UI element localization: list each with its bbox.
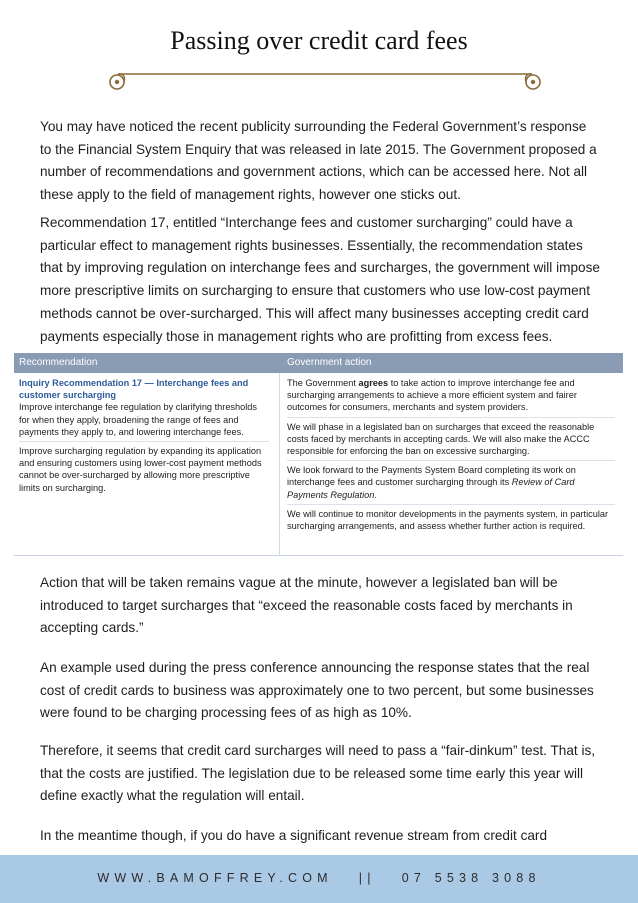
action-cell	[287, 464, 615, 505]
paragraph-recommendation-17: Recommendation 17, entitled “Interchange fees and customer surcharging” could have a particular effect to management rights businesses. Essentially, the recommendation states that by improving regulation on interchange fees and surcharges, the government will impose more prescriptive limits on surcharging to ensure that customers who use low-cost payment methods cannot be over-surcharged. This will affect many businesses accepting credit card payments especially those in management rights who are profitting from excess fees.	[40, 215, 600, 344]
action-cell	[287, 377, 615, 418]
swirl-left-icon	[110, 74, 125, 89]
action-cell	[287, 421, 615, 462]
footer-phone: 07 5538 3088	[401, 871, 541, 885]
recommendation-column	[19, 377, 269, 500]
action-1-text-rest: to take action to improve interchange fee and surcharging arrangements to achieve a more efficient system and fairer outcomes for consumers, merchants and system providers.	[287, 378, 577, 413]
government-action-column	[287, 377, 615, 538]
page-title: Passing over credit card fees	[170, 26, 468, 55]
recommendation-text-2: Improve surcharging regulation by expanding its application and ensuring customers using lower-cost payment methods cannot be over-surcharged by allowing more prescriptive limits on surcharging.	[19, 446, 262, 493]
header-recommendation: Recommendation	[19, 357, 98, 368]
paragraph-example: An example used during the press conference announcing the response states that the real cost of credit cards to business was approximately one to two percent, but some businesses were found to be charging processing fees of as high as 10%.	[40, 660, 594, 721]
column-divider	[279, 373, 280, 555]
ornament-divider	[100, 64, 550, 94]
recommendation-cell	[19, 377, 269, 442]
action-4-text: We will continue to monitor developments in the payments system, in particular surcharging arrangements, and assess whether further action is required.	[287, 508, 609, 532]
recommendation-table	[14, 353, 623, 556]
paragraph-therefore: Therefore, it seems that credit card surcharges will need to pass a “fair-dinkum” test. That is, that the costs are justified. The legislation due to be released some time early this year will define exactly what the regulation will entail.	[40, 743, 596, 804]
recommendation-title: Inquiry Recommendation 17 — Interchange fees and customer surcharging	[19, 378, 249, 401]
action-3-text: We look forward to the Payments System Board completing its work on interchange fees and customer surcharging through its	[287, 465, 576, 488]
action-2-text: We will phase in a legislated ban on surcharges that exceed the reasonable costs faced by merchants in accepting cards. We will also make the ACCC responsible for enforcing the ban on excessive surcharging.	[287, 421, 595, 457]
recommendation-cell	[19, 445, 269, 497]
action-1-text: The Government	[287, 378, 359, 388]
footer-bar	[0, 855, 638, 903]
action-3-text-end: .	[374, 489, 377, 500]
action-cell	[287, 508, 615, 535]
paragraph-intro: You may have noticed the recent publicity surrounding the Federal Government’s response to the Financial System Enquiry that was released in late 2015. The Government proposed a number of recommendations and government actions, which can be accessed here. Not all these apply to the field of management rights, however one sticks out.	[40, 119, 597, 203]
swirl-right-icon	[525, 74, 540, 89]
paragraph-action: Action that will be taken remains vague at the minute, however a legislated ban will be introduced to target surcharges that “exceed the reasonable costs faced by merchants in accepting cards.”	[40, 575, 573, 636]
recommendation-text-1: Improve interchange fee regulation by clarifying thresholds for when they apply, broadening the range of fees and payments they apply to, and lowering interchange fees.	[19, 402, 257, 437]
footer-separator: ||	[358, 871, 376, 885]
action-1-bold: agrees	[358, 378, 389, 388]
table-header	[14, 353, 623, 373]
header-government-action: Government action	[287, 357, 372, 368]
action-3-italic: Review of Card Payments Regulation	[287, 477, 575, 500]
paragraph-meantime: In the meantime though, if you do have a significant revenue stream from credit card	[40, 828, 548, 843]
footer-website: WWW.BAMOFFREY.COM	[97, 871, 333, 885]
footer-contact	[0, 871, 638, 885]
